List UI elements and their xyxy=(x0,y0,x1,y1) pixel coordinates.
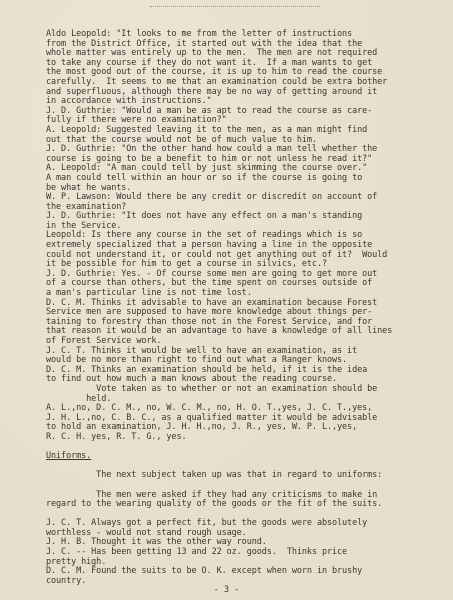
text-line: it be possible for him to get a course in silvics, etc.? xyxy=(46,259,327,270)
text-line: to take any course if they do not want it. If a man wants to get xyxy=(46,57,373,68)
text-line: course is going to be a benefit to him or not unless he read it?" xyxy=(46,153,373,164)
text-line: Service men are supposed to have more knowledge about things per- xyxy=(46,307,373,318)
text-line: J. D. Guthrie: Yes. - Of course some men are going to get more out xyxy=(46,268,378,279)
page-number: - 3 - xyxy=(213,585,240,595)
text-line: in the Service. xyxy=(46,220,122,231)
text-line: the most good out of the course, it is up to him to read the course xyxy=(46,67,383,78)
text-line: W. P. Lawson: Would there be any credit or discredit on account of xyxy=(46,192,378,203)
section-heading-uniforms: Uniforms. xyxy=(46,451,92,462)
text-line: J. C. T. Thinks it would be well to have an examination, as it xyxy=(46,345,358,356)
vote-intro xyxy=(46,385,435,404)
text-line: held. xyxy=(46,393,112,404)
text-line: R. C. H. yes, R. T. G., yes. xyxy=(46,431,187,442)
text-line: worthless - would not stand rough usage. xyxy=(46,527,247,538)
text-line: A. Leopold: "A man could tell by just skimming the course over." xyxy=(46,163,368,174)
text-line: and superfluous, although there may be no way of getting around it xyxy=(46,86,378,97)
text-line: country. xyxy=(46,575,87,586)
spacer xyxy=(46,443,435,453)
text-line: carefully. It seems to me that an examination could be extra bother xyxy=(46,76,388,87)
text-line: be what he wants. xyxy=(46,182,132,193)
text-line: D. C. M. Thinks an examination should be held, if it is the idea xyxy=(46,364,368,375)
text-line: whole matter was entirely up to the men. The men are not required xyxy=(46,48,378,59)
text-line: a man's particular line is not time lost. xyxy=(46,288,252,299)
uniform-responses xyxy=(46,519,435,586)
text-line: pretty high. xyxy=(46,556,107,567)
text-line: The men were asked if they had any criticisms to make in xyxy=(46,489,378,500)
uniform-intro: The next subject taken up was that in regard to uniforms: xyxy=(46,470,383,481)
text-line: Vote taken as to whether or not an examination should be xyxy=(46,383,378,394)
text-line: extremely specialized that a person having a line in the opposite xyxy=(46,240,373,251)
text-line: Leopold: Is there any course in the set of readings which is so xyxy=(46,230,363,241)
vote-tally xyxy=(46,404,435,442)
text-line: J. C. -- Has been getting 13 and 22 oz. goods. Thinks price xyxy=(46,547,348,558)
text-line: J. C. T. Always got a perfect fit, but the goods were absolutely xyxy=(46,518,368,529)
text-line: would be no more than right to find out what a Ranger knows. xyxy=(46,355,348,366)
text-line: J. D. Guthrie: "On the other hand how could a man tell whether the xyxy=(46,144,378,155)
text-line: in accordance with instructions." xyxy=(46,96,212,107)
text-line: J. H. L.,no, C. B. C., as a qualified matter it would be advisable xyxy=(46,412,378,423)
text-line: from the District Office, it started out with the idea that the xyxy=(46,38,363,49)
text-line: A. Leopold: Suggested leaving it to the men, as a man might find xyxy=(46,124,368,135)
text-line: J. D. Guthrie: "Would a man be as apt to read the course as care- xyxy=(46,105,373,116)
text-line: A. L.,no, D. C. M., no, W. C. M., no, H. O. T.,yes, J. C. T.,yes, xyxy=(46,403,373,414)
text-line: Aldo Leopold: "It looks to me from the letter of instructions xyxy=(46,29,353,39)
text-line: out that the course would not be of much value to him. xyxy=(46,134,317,145)
top-edge-mark xyxy=(150,6,320,7)
text-line: A man could tell within an hour or so if the course is going to xyxy=(46,172,363,183)
text-line: to find out how much a man knows about the reading course. xyxy=(46,374,338,385)
text-line: taining to forestry than those not in the Forest Service, and for xyxy=(46,316,373,327)
text-line: J. D. Guthrie: "It does not have any effect on a man's standing xyxy=(46,211,363,222)
text-line: to hold an examination, J. H. H.,no, J. R., yes, W. P. L.,yes, xyxy=(46,422,358,433)
text-line: regard to the wearing quality of the goods or the fit of the suits. xyxy=(46,499,383,510)
text-line: fully if there were no examination?" xyxy=(46,115,227,126)
text-line: D. C. M. Found the suits to be O. K. except when worn in brushy xyxy=(46,566,363,577)
text-line: could not understand it, or could not get anything out of it? Would xyxy=(46,249,388,260)
uniform-question xyxy=(46,491,435,510)
discussion-text xyxy=(46,30,435,385)
text-line: the examination? xyxy=(46,201,127,212)
text-line: that reason it would be an advantage to have a knowledge of all lines xyxy=(46,326,393,337)
text-line: of Forest Service work. xyxy=(46,336,162,346)
text-line: J. H. B. Thought it was the other way round. xyxy=(46,537,267,548)
text-line: of a course than others, but the time spent on courses outside of xyxy=(46,278,373,289)
text-line: D. C. M. Thinks it advisable to have an examination because Forest xyxy=(46,297,378,308)
